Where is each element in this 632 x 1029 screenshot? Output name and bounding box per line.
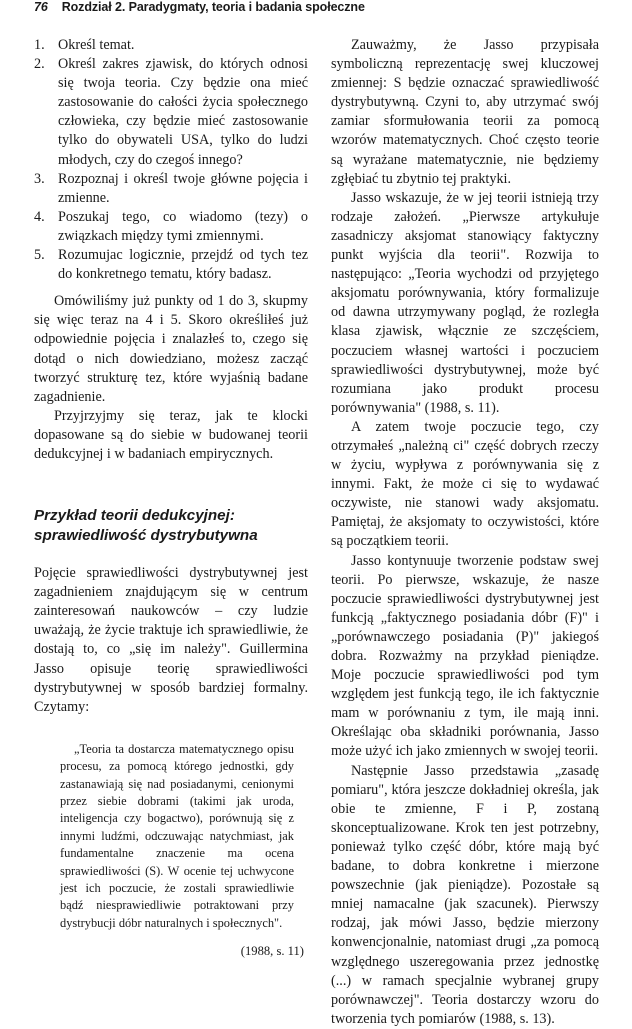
quote-citation: (1988, s. 11) (240, 944, 304, 959)
list-item: 2. Określ zakres zjawisk, do których odnosi się twoja teoria. Czy będzie ona mieć zastosowanie do całości życia społecznego człowieka, czy będzie mieć zastosowanie tylko do obywateli USA, tylko do ludzi młodych, czy do czegoś innego? (34, 56, 308, 168)
paragraph: A zatem twoje poczucie tego, czy otrzymałeś „należną ci" część dobrych rzeczy w życiu, wypływa z porównywania się z innymi. Fakt, że może ci się to wydawać oczywiste, nie stanowi wady aksjomatu. Pamiętaj, że aksjomaty to oczywistości, które są początkiem teorii. (331, 418, 599, 550)
list-item: 1. Określ temat. (34, 37, 135, 53)
left-column (34, 36, 308, 961)
right-column (331, 36, 599, 1029)
section-title-line: Przykład teorii dedukcyjnej: (34, 507, 235, 525)
list-item: 3. Rozpoznaj i określ twoje główne pojęcia i zmienne. (34, 170, 308, 206)
paragraph: Pojęcie sprawiedliwości dystrybutywnej jest zagadnieniem znajdującym się w centrum zainteresowań naukowców – czy ludzie uważają, że życie traktuje ich sprawiedliwie, że dostają to, co „się im należy". Guillermina Jasso opisuje teorię sprawiedliwości dystrybutywnej w sposób bardziej formalny. Czytamy: (34, 565, 308, 715)
list-item: 4. Poszukaj tego, co wiadomo (tezy) o związkach między tymi zmiennymi. (34, 208, 308, 244)
paragraph: Następnie Jasso przedstawia „zasadę pomiaru", która jeszcze dokładniej określa, jak obie te zmienne, F i P, zostaną skonceptualizowane. Krok ten jest potrzebny, ponieważ tylko część dóbr, które mają być badane, to dobra konkretne i mierzone powszechnie (jak pieniądze). Pozostałe są mniej namacalne (jak szacunek). Pierwszy rodzaj, jak mówi Jasso, będzie mierzony konwencjonalnie, natomiast drugi „za pomocą względnego uszeregowania przez jednostkę (...) w ramach specjalnie wybranej grupy porównawczej". Teoria dostarczy wzoru do tworzenia tych pomiarów (1988, s. 13). (331, 762, 599, 1027)
section-heading (34, 506, 308, 546)
paragraph: Przyjrzyjmy się teraz, jak te klocki dopasowane są do siebie w budowanej teorii dedukcyjnej i w badaniach empirycznych. (34, 407, 308, 462)
paragraph: Omówiliśmy już punkty od 1 do 3, skupmy się więc teraz na 4 i 5. Skoro określiłeś już odpowiednie pojęcia i znalazłeś to, czego się dotąd o nich dowiedziano, możesz zacząć tworzyć strukturę tez, które wyjaśnią badane zagadnienie. (34, 293, 308, 405)
quote-text: „Teoria ta dostarcza matematycznego opisu procesu, za pomocą którego jednostki, gdy zastanawiają się nad posiadanymi, cenionymi przez siebie dobrami (takimi jak uroda, inteligencja czy bogactwo), porównują się z innymi ludźmi, odczuwając natychmiast, jak fundamentalne znaczenie ma ocena sprawiedliwości (S). W ocenie tej uchwycone jest ich poczucie, że zostali sprawiedliwie bądź niesprawiedliwie potraktowani przy dystrybucji dóbr naturalnych i społecznych". (60, 741, 294, 930)
page-number: 76 (34, 0, 48, 14)
paragraph: Jasso kontynuuje tworzenie podstaw swej teorii. Po pierwsze, wskazuje, że nasze poczucie sprawiedliwości dystrybutywnej jest funkcją „faktycznego posiadania dóbr (F)" i „porównawczego posiadania (P)" jakiegoś dobra. Rozważmy na przykład pieniądze. Moje poczucie sprawiedliwości pod tym względem jest funkcją tego, ile ich faktycznie mam w porównaniu z tym, ile mają inni. Określając oba składniki porównania, Jasso może użyć ich jako zmiennych w swojej teorii. (331, 552, 599, 760)
running-header (34, 0, 614, 18)
running-title: Rozdział 2. Paradygmaty, teoria i badania społeczne (61, 0, 365, 14)
section-title-line: sprawiedliwość dystrybutywna (34, 527, 258, 545)
steps-list (34, 36, 308, 284)
block-quote (34, 741, 308, 932)
paragraph: Zauważmy, że Jasso przypisała symboliczną reprezentację swej kluczowej zmiennej: S będzie oznaczać sprawiedliwość dystrybutywną. Czyni to, aby utrzymać swój zamiar sformułowania teorii za pomocą wzorów matematycznych. Choć często teorie są wyrażane matematycznie, nie będziemy zgłębiać tu zbytnio tej praktyki. (331, 37, 599, 187)
paragraph: Jasso wskazuje, że w jej teorii istnieją trzy rodzaje założeń. „Pierwsze artykułuje zasadniczy aksjomat stanowiący faktyczny punkt wyjścia dla teorii". Rozwija to następująco: „Teoria wychodzi od przyjętego aksjomatu porównywania, który formalizuje od dawna utrzymywany pogląd, że rozległa klasa zjawisk, włącznie ze szczęściem, poczuciem własnej wartości i poczuciem sprawiedliwości dystrybutywnej, może być rozumiana jako produkt procesu porównywania" (1988, s. 11). (331, 189, 599, 416)
list-item: 5. Rozumujac logicznie, przejdź od tych tez do konkretnego tematu, który badasz. (34, 247, 308, 283)
